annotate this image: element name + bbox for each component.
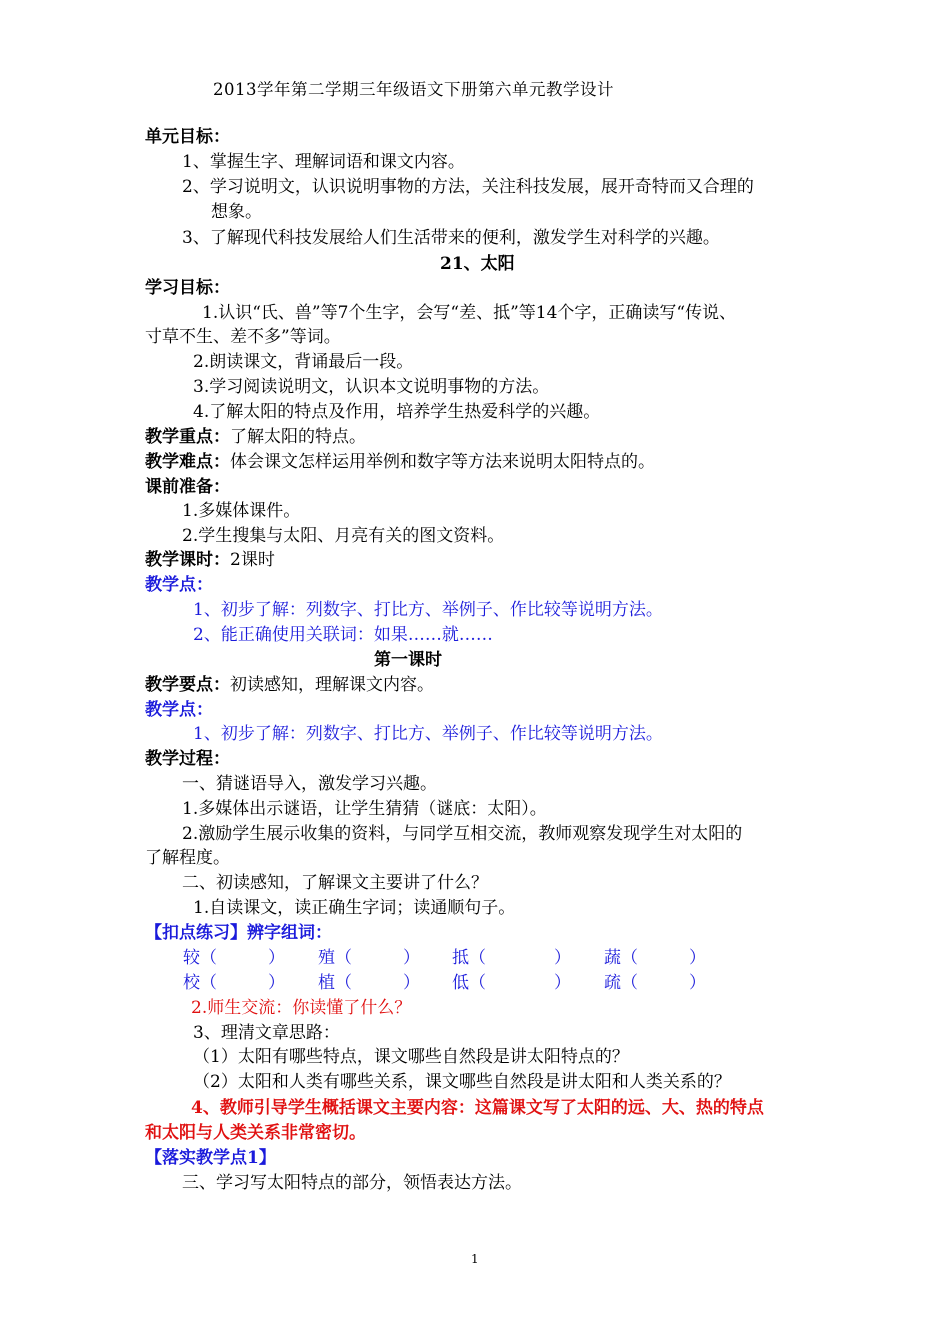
lesson-title: 21、太阳 <box>440 254 515 274</box>
class-hours <box>145 548 275 572</box>
structure-question-2: （2）太阳和人类有哪些关系，课文哪些自然段是讲太阳和人类关系的？ <box>193 1072 731 1092</box>
teaching-difficulty <box>145 450 655 474</box>
exercise-heading: 【扣点练习】辨字组词： <box>145 923 332 943</box>
exercise-item: 植（ ） <box>318 973 420 993</box>
exercise-item: 蔬（ ） <box>604 948 706 968</box>
teaching-difficulty-label: 教学难点： <box>145 452 230 472</box>
process-step-1: 一、猜谜语导入，激发学习兴趣。 <box>182 774 437 794</box>
preparation-heading: 课前准备： <box>145 477 230 497</box>
process-step-1-2: 2.激励学生展示收集的资料，与同学互相交流，教师观察发现学生对太阳的 <box>182 824 743 844</box>
objective-4: 4.了解太阳的特点及作用，培养学生热爱科学的兴趣。 <box>193 402 601 422</box>
process-step-1-2-cont: 了解程度。 <box>145 848 230 868</box>
summary-line-1: 4、教师引导学生概括课文主要内容：这篇课文写了太阳的远、大、热的特点 <box>191 1098 764 1118</box>
exercise-item: 校（ ） <box>183 973 285 993</box>
teaching-key-text: 了解太阳的特点。 <box>230 427 366 447</box>
objective-1-cont: 寸草不生、差不多”等词。 <box>145 327 341 347</box>
exercise-item: 抵（ ） <box>452 948 571 968</box>
objective-3: 3.学习阅读说明文，认识本文说明事物的方法。 <box>193 377 550 397</box>
process-heading: 教学过程： <box>145 749 230 769</box>
summary-line-2: 和太阳与人类关系非常密切。 <box>145 1123 366 1143</box>
process-step-2: 二、初读感知，了解课文主要讲了什么？ <box>182 873 488 893</box>
process-step-1-1: 1.多媒体出示谜语，让学生猜猜（谜底：太阳）。 <box>182 799 547 819</box>
objective-1: 1.认识“氏、兽”等7个生字，会写“差、抵”等14个字，正确读写“传说、 <box>202 303 737 323</box>
structure-heading: 3、理清文章思路： <box>193 1023 340 1043</box>
unit-goal-2-cont: 想象。 <box>211 202 262 222</box>
teaching-points-heading: 教学点： <box>145 575 213 595</box>
preparation-item-2: 2.学生搜集与太阳、月亮有关的图文资料。 <box>182 526 505 546</box>
page-number: 1 <box>471 1252 479 1266</box>
process-step-2-1: 1.自读课文，读正确生字词；读通顺句子。 <box>193 898 516 918</box>
teaching-point-1: 1、初步了解：列数字、打比方、举例子、作比较等说明方法。 <box>193 600 663 620</box>
class-hours-label: 教学课时： <box>145 550 230 570</box>
exercise-item: 殖（ ） <box>318 948 420 968</box>
class-hours-text: 2课时 <box>230 550 275 570</box>
unit-goal-1: 1、掌握生字、理解词语和课文内容。 <box>182 152 465 172</box>
period-points-heading: 教学点： <box>145 700 213 720</box>
period-focus-label: 教学要点： <box>145 675 230 695</box>
unit-goals-heading: 单元目标： <box>145 127 230 147</box>
teaching-difficulty-text: 体会课文怎样运用举例和数字等方法来说明太阳特点的。 <box>230 452 655 472</box>
implement-point-label: 【落实教学点1】 <box>145 1148 276 1168</box>
exercise-item: 疏（ ） <box>604 973 706 993</box>
period-focus-text: 初读感知，理解课文内容。 <box>230 675 434 695</box>
teaching-key <box>145 425 366 449</box>
discussion-step: 2.师生交流：你读懂了什么？ <box>191 998 412 1018</box>
unit-goal-3: 3、了解现代科技发展给人们生活带来的便利，激发学生对科学的兴趣。 <box>182 228 720 248</box>
teaching-point-2: 2、能正确使用关联词：如果……就…… <box>193 625 493 645</box>
period-focus <box>145 673 434 697</box>
preparation-item-1: 1.多媒体课件。 <box>182 501 301 521</box>
period-title: 第一课时 <box>374 650 442 670</box>
teaching-key-label: 教学重点： <box>145 427 230 447</box>
exercise-item: 较（ ） <box>183 948 285 968</box>
process-step-3: 三、学习写太阳特点的部分，领悟表达方法。 <box>182 1173 522 1193</box>
structure-question-1: （1）太阳有哪些特点，课文哪些自然段是讲太阳特点的？ <box>193 1047 629 1067</box>
exercise-item: 低（ ） <box>452 973 571 993</box>
objective-2: 2.朗读课文，背诵最后一段。 <box>193 352 414 372</box>
objectives-heading: 学习目标： <box>145 278 230 298</box>
period-point-1: 1、初步了解：列数字、打比方、举例子、作比较等说明方法。 <box>193 724 663 744</box>
document-title: 2013学年第二学期三年级语文下册第六单元教学设计 <box>213 80 614 99</box>
unit-goal-2: 2、学习说明文，认识说明事物的方法，关注科技发展，展开奇特而又合理的 <box>182 177 754 197</box>
